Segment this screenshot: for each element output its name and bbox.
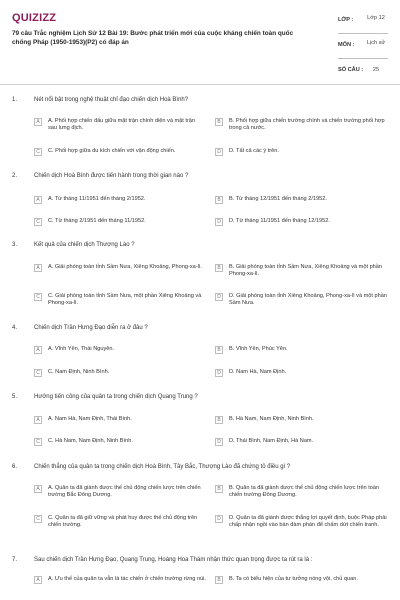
option-letter-box: A xyxy=(34,346,42,354)
option-text: A. Phối hợp chiến đấu giữa mặt trận chính diện và mặt trận sau lưng địch. xyxy=(48,118,196,132)
option-text: B. Hà Nam, Nam Định, Ninh Bình. xyxy=(229,416,314,422)
option-b[interactable] xyxy=(215,346,385,354)
option-letter-box: C xyxy=(34,515,42,523)
option-text: D. Tất cả các ý trên. xyxy=(229,148,279,154)
option-b[interactable] xyxy=(215,118,385,132)
option-c[interactable] xyxy=(34,369,204,377)
option-text: D. Từ tháng 11/1951 đến tháng 12/1952. xyxy=(229,218,330,224)
option-letter-box: B xyxy=(215,118,223,126)
option-a[interactable] xyxy=(34,576,209,584)
option-b[interactable] xyxy=(215,485,387,499)
option-c[interactable] xyxy=(34,438,204,446)
option-text: B. Vĩnh Yên, Phúc Yên. xyxy=(229,346,288,352)
option-letter-box: A xyxy=(34,196,42,204)
option-d[interactable] xyxy=(215,369,385,377)
option-text: B. Giải phóng toàn tỉnh Sầm Nưa, Xiêng Khoảng và một phần Phong-xa-lì. xyxy=(229,264,383,278)
option-letter-box: A xyxy=(34,118,42,126)
option-a[interactable] xyxy=(34,346,204,354)
option-text: A. Quân ta đã giành được thế chủ động chiến lược trên chiến trường Bắc Đông Dương. xyxy=(48,485,201,499)
option-letter-box: A xyxy=(34,264,42,272)
option-letter-box: B xyxy=(215,485,223,493)
option-text: B. Ta có biểu hiện của tư tưởng nóng vội, chủ quan. xyxy=(229,576,358,582)
option-d[interactable] xyxy=(215,438,385,446)
option-text: C. Giải phóng toàn tỉnh Sầm Nưa, một phần Xiêng Khoảng và Phong-xa-lì. xyxy=(48,293,202,307)
option-letter-box: B xyxy=(215,416,223,424)
option-c[interactable] xyxy=(34,293,204,307)
option-letter-box: D xyxy=(215,515,223,523)
option-c[interactable] xyxy=(34,148,209,156)
option-text: C. Hà Nam, Nam Định, Ninh Bình. xyxy=(48,438,133,444)
class-value: Lớp 12 xyxy=(367,15,385,21)
option-text: B. Quân ta đã giành được thế chủ động chiến lược trên toàn chiến trường Đông Dương. xyxy=(229,485,380,499)
option-letter-box: C xyxy=(34,148,42,156)
question-number: 4. xyxy=(12,325,18,331)
question-text: Chiến dịch Hoà Bình được tiến hành trong thời gian nào ? xyxy=(34,173,189,179)
option-letter-box: D xyxy=(215,438,223,446)
class-label: LỚP : xyxy=(338,17,354,23)
option-text: D. Thái Bình, Nam Định, Hà Nam. xyxy=(229,438,314,444)
meta-divider xyxy=(338,33,388,34)
document-header xyxy=(0,0,400,82)
option-d[interactable] xyxy=(215,218,385,226)
question-number: 5. xyxy=(12,394,18,400)
option-b[interactable] xyxy=(215,576,387,584)
question-number: 3. xyxy=(12,242,18,248)
count-value: 25 xyxy=(372,67,380,73)
option-a[interactable] xyxy=(34,196,204,204)
option-text: B. Từ tháng 12/1951 đến tháng 2/1952. xyxy=(229,196,327,202)
option-letter-box: A xyxy=(34,416,42,424)
option-a[interactable] xyxy=(34,416,204,424)
option-text: D. Giải phóng toàn tỉnh Xiêng Khoảng, Phong-xa-lì và một phần Sầm Nưa. xyxy=(229,293,387,307)
option-letter-box: D xyxy=(215,293,223,301)
option-letter-box: A xyxy=(34,576,42,584)
option-letter-box: D xyxy=(215,148,223,156)
option-text: B. Phối hợp giữa chiến trường chính và chiến trường phối hợp trong cả nước. xyxy=(229,118,385,132)
option-letter-box: C xyxy=(34,293,42,301)
option-text: A. Vĩnh Yên, Thái Nguyên. xyxy=(48,346,115,352)
option-b[interactable] xyxy=(215,416,385,424)
option-text: A. Ưu thế của quân ta vẫn là tác chiến ở chiến trường rừng núi. xyxy=(48,576,206,582)
subject-label: MÔN : xyxy=(338,42,355,48)
question-number: 6. xyxy=(12,464,18,470)
option-a[interactable] xyxy=(34,264,204,272)
question-text: Nét nổi bật trong nghệ thuật chỉ đạo chiến dịch Hoà Bình? xyxy=(34,97,189,103)
option-text: C. Từ tháng 2/1951 đến tháng 11/1952. xyxy=(48,218,146,224)
option-letter-box: B xyxy=(215,264,223,272)
option-text: A. Nam Hà, Nam Định, Thái Bình. xyxy=(48,416,132,422)
option-a[interactable] xyxy=(34,485,209,499)
option-text: A. Từ tháng 11/1951 đến tháng 2/1952. xyxy=(48,196,146,202)
subject-value: Lịch sử xyxy=(366,40,386,46)
question-number: 1. xyxy=(12,97,18,103)
option-letter-box: A xyxy=(34,485,42,493)
meta-divider xyxy=(338,58,388,59)
option-b[interactable] xyxy=(215,196,385,204)
question-text: Sau chiến dịch Trần Hưng Đạo, Quang Trung, Hoàng Hoa Thám nhận thức quan trọng được ta rút ra là : xyxy=(34,557,313,563)
option-d[interactable] xyxy=(215,148,385,156)
count-label: SỐ CÂU : xyxy=(338,67,364,73)
question-number: 2. xyxy=(12,173,18,179)
option-d[interactable] xyxy=(215,515,387,529)
option-c[interactable] xyxy=(34,218,204,226)
question-number: 7. xyxy=(12,557,18,563)
page-title: 79 câu Trắc nghiệm Lịch Sử 12 Bài 19: Bước phát triển mới của cuộc kháng chiến toàn quốc chống Pháp (1950-1953)(P2) có đáp án xyxy=(12,30,294,46)
option-text: D. Quân ta đã giành được thắng lợi quyết định, buộc Pháp phải chấp nhận ngồi vào bàn đàm phán để chấm dứt chiến tranh. xyxy=(229,515,387,529)
option-c[interactable] xyxy=(34,515,209,529)
option-d[interactable] xyxy=(215,293,387,307)
option-text: C. Phối hợp giữa du kích chiến với vận động chiến. xyxy=(48,148,176,154)
option-letter-box: C xyxy=(34,369,42,377)
option-a[interactable] xyxy=(34,118,204,132)
quizizz-logo: QUIZIZZ xyxy=(12,12,57,24)
option-letter-box: C xyxy=(34,218,42,226)
question-text: Hướng tiến công của quân ta trong chiến dịch Quang Trung ? xyxy=(34,394,198,400)
option-text: C. Nam Định, Ninh Bình. xyxy=(48,369,110,375)
header-divider xyxy=(0,84,400,85)
question-text: Chiến thắng của quân ta trong chiến dịch Hoà Bình, Tây Bắc, Thượng Lào đã chứng tỏ điều gì ? xyxy=(34,464,291,470)
question-text: Chiến dịch Trần Hưng Đạo diễn ra ở đâu ? xyxy=(34,325,148,331)
option-letter-box: D xyxy=(215,218,223,226)
option-text: C. Quân ta đã giữ vững và phát huy được thế chủ động trên chiến trường. xyxy=(48,515,198,529)
question-text: Kết quả của chiến dịch Thượng Lào ? xyxy=(34,242,135,248)
option-letter-box: D xyxy=(215,369,223,377)
option-letter-box: B xyxy=(215,196,223,204)
option-letter-box: B xyxy=(215,576,223,584)
option-letter-box: C xyxy=(34,438,42,446)
option-b[interactable] xyxy=(215,264,385,278)
option-letter-box: B xyxy=(215,346,223,354)
option-text: A. Giải phóng toàn tỉnh Sầm Nưa, Xiêng Khoảng, Phong-xa-lì. xyxy=(48,264,202,270)
option-text: D. Nam Hà, Nam Định. xyxy=(229,369,287,375)
